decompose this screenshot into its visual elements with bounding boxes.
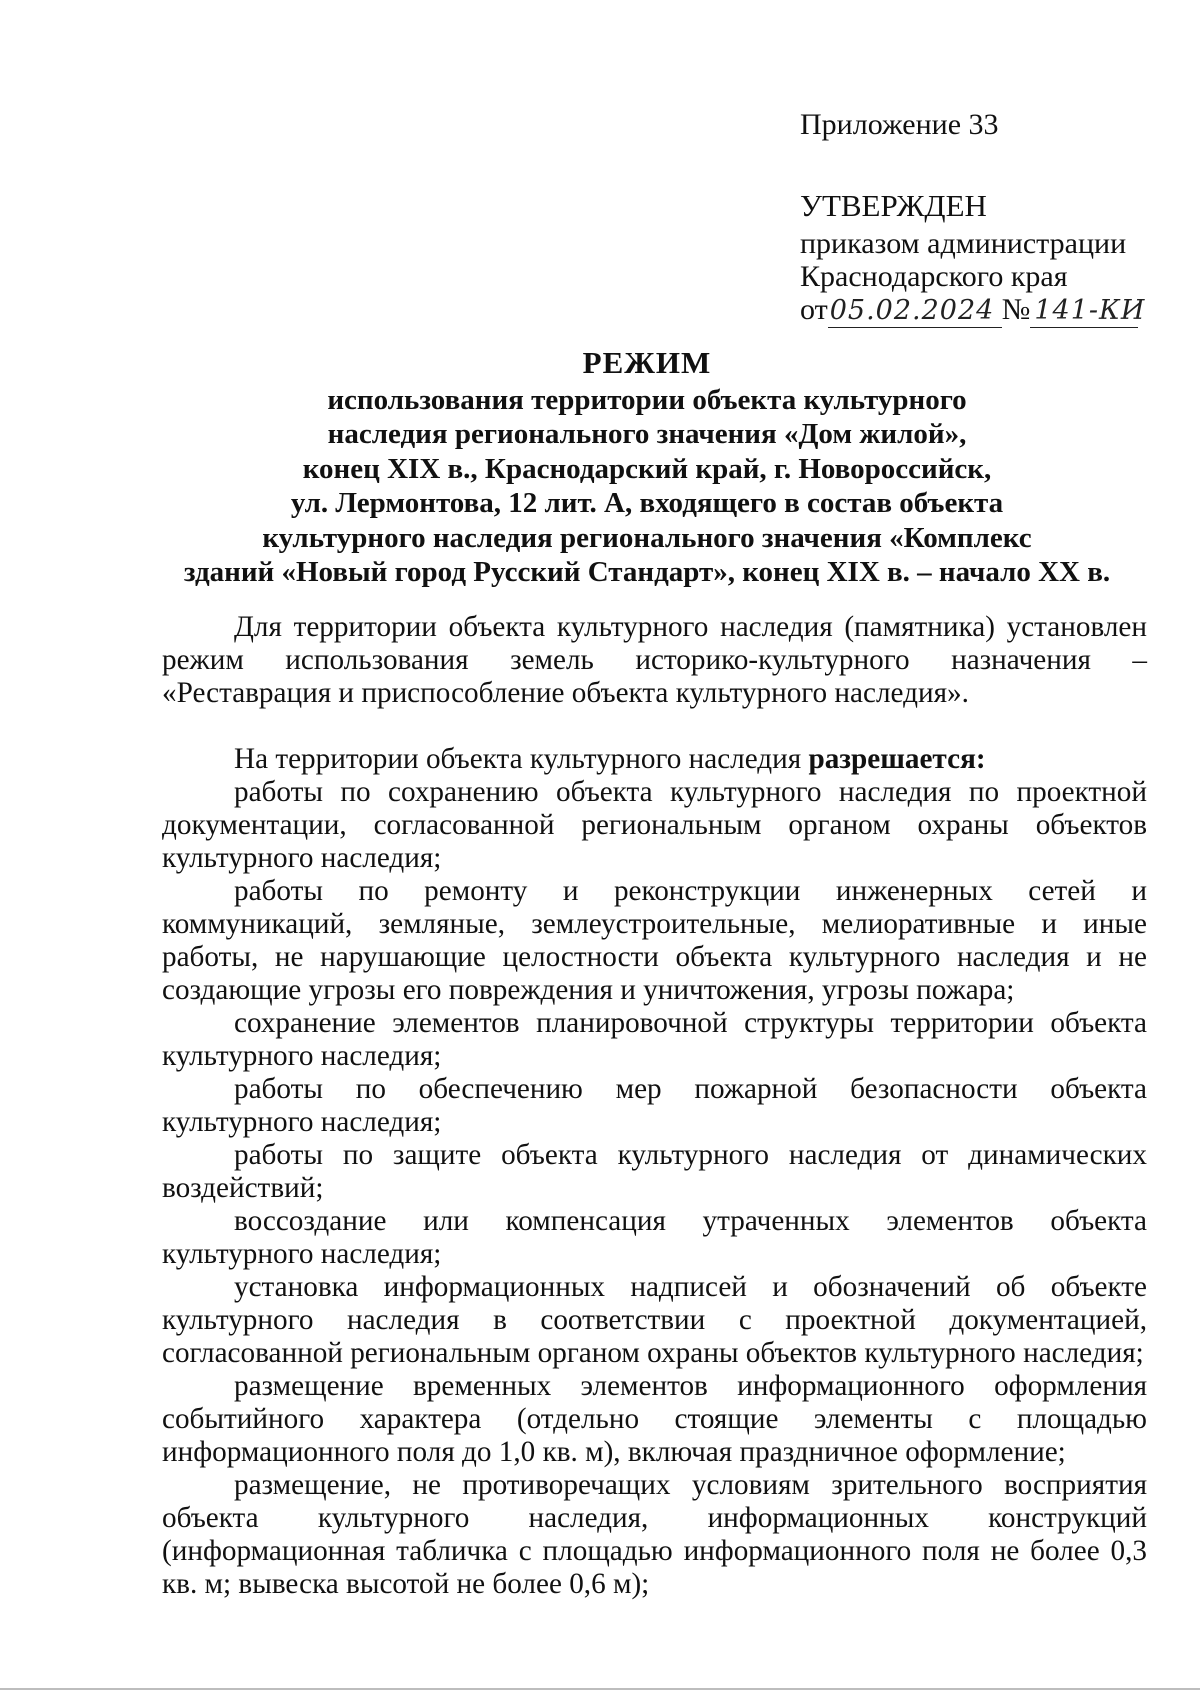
title-line: зданий «Новый город Русский Стандарт», конец XIX в. – начало XX в. bbox=[183, 556, 1111, 588]
title-line: использования территории объекта культурного bbox=[327, 383, 967, 416]
scan-bottom-edge bbox=[0, 1688, 1200, 1690]
list-item: воссоздание или компенсация утраченных элементов объекта культурного наследия; bbox=[162, 1205, 1147, 1270]
list-item: размещение временных элементов информационного оформления событийного характера (отдельно стоящие элементы с площадью информационного поля до 1,0 кв. м), включая праздничное оформление; bbox=[162, 1370, 1147, 1468]
list-item: работы по сохранению объекта культурного наследия по проектной документации, согласованной региональным органом охраны объектов культурного наследия; bbox=[162, 776, 1147, 874]
list-item: работы по ремонту и реконструкции инженерных сетей и коммуникаций, земляные, землеустроительные, мелиоративные и иные работы, не нарушающие целостности объекта культурного наследия и не создающие угрозы его повреждения и уничтожения, угрозы пожара; bbox=[162, 875, 1147, 1006]
approved-heading: УТВЕРЖДЕН bbox=[800, 188, 987, 223]
allowed-prefix: На территории объекта культурного наследия bbox=[234, 743, 809, 775]
number-prefix: № bbox=[1001, 293, 1031, 326]
handwritten-date: 05.02.2024 bbox=[828, 294, 1002, 328]
document-body bbox=[162, 611, 1147, 1601]
approved-by-line-1: приказом администрации bbox=[800, 227, 1127, 260]
list-item: сохранение элементов планировочной структуры территории объекта культурного наследия; bbox=[162, 1007, 1147, 1072]
list-item: работы по обеспечению мер пожарной безопасности объекта культурного наследия; bbox=[162, 1073, 1147, 1138]
title-line: наследия регионального значения «Дом жилой», bbox=[327, 418, 967, 450]
list-item: установка информационных надписей и обозначений об объекте культурного наследия в соответствии с проектной документацией, согласованной региональным органом охраны объектов культурного наследия; bbox=[162, 1271, 1147, 1369]
allowed-keyword: разрешается: bbox=[808, 743, 986, 775]
list-item: работы по защите объекта культурного наследия от динамических воздействий; bbox=[162, 1139, 1147, 1204]
document-title bbox=[150, 346, 1144, 590]
intro-paragraph: Для территории объекта культурного наследия (памятника) установлен режим использования земель историко-культурного назначения – «Реставрация и приспособление объекта культурного наследия». bbox=[162, 611, 1147, 709]
title-line: конец XIX в., Краснодарский край, г. Новороссийск, bbox=[302, 452, 992, 485]
approved-by-line-2: Краснодарского края bbox=[800, 260, 1068, 293]
title-main: РЕЖИМ bbox=[582, 345, 712, 380]
allowed-heading bbox=[162, 743, 1147, 776]
order-date-line bbox=[800, 293, 1160, 328]
title-line: ул. Лермонтова, 12 лит. А, входящего в состав объекта bbox=[290, 487, 1004, 519]
title-line: культурного наследия регионального значения «Комплекс bbox=[262, 521, 1032, 554]
date-prefix: от bbox=[800, 293, 828, 326]
list-item: размещение, не противоречащих условиям зрительного восприятия объекта культурного наследия, информационных конструкций (информационная табличка с площадью информационного поля не более 0,3 кв. м; вывеска высотой не более 0,6 м); bbox=[162, 1469, 1147, 1600]
appendix-number: Приложение 33 bbox=[800, 108, 999, 141]
handwritten-order-number: 141-КИ bbox=[1030, 294, 1138, 328]
approval-block bbox=[800, 108, 1160, 328]
